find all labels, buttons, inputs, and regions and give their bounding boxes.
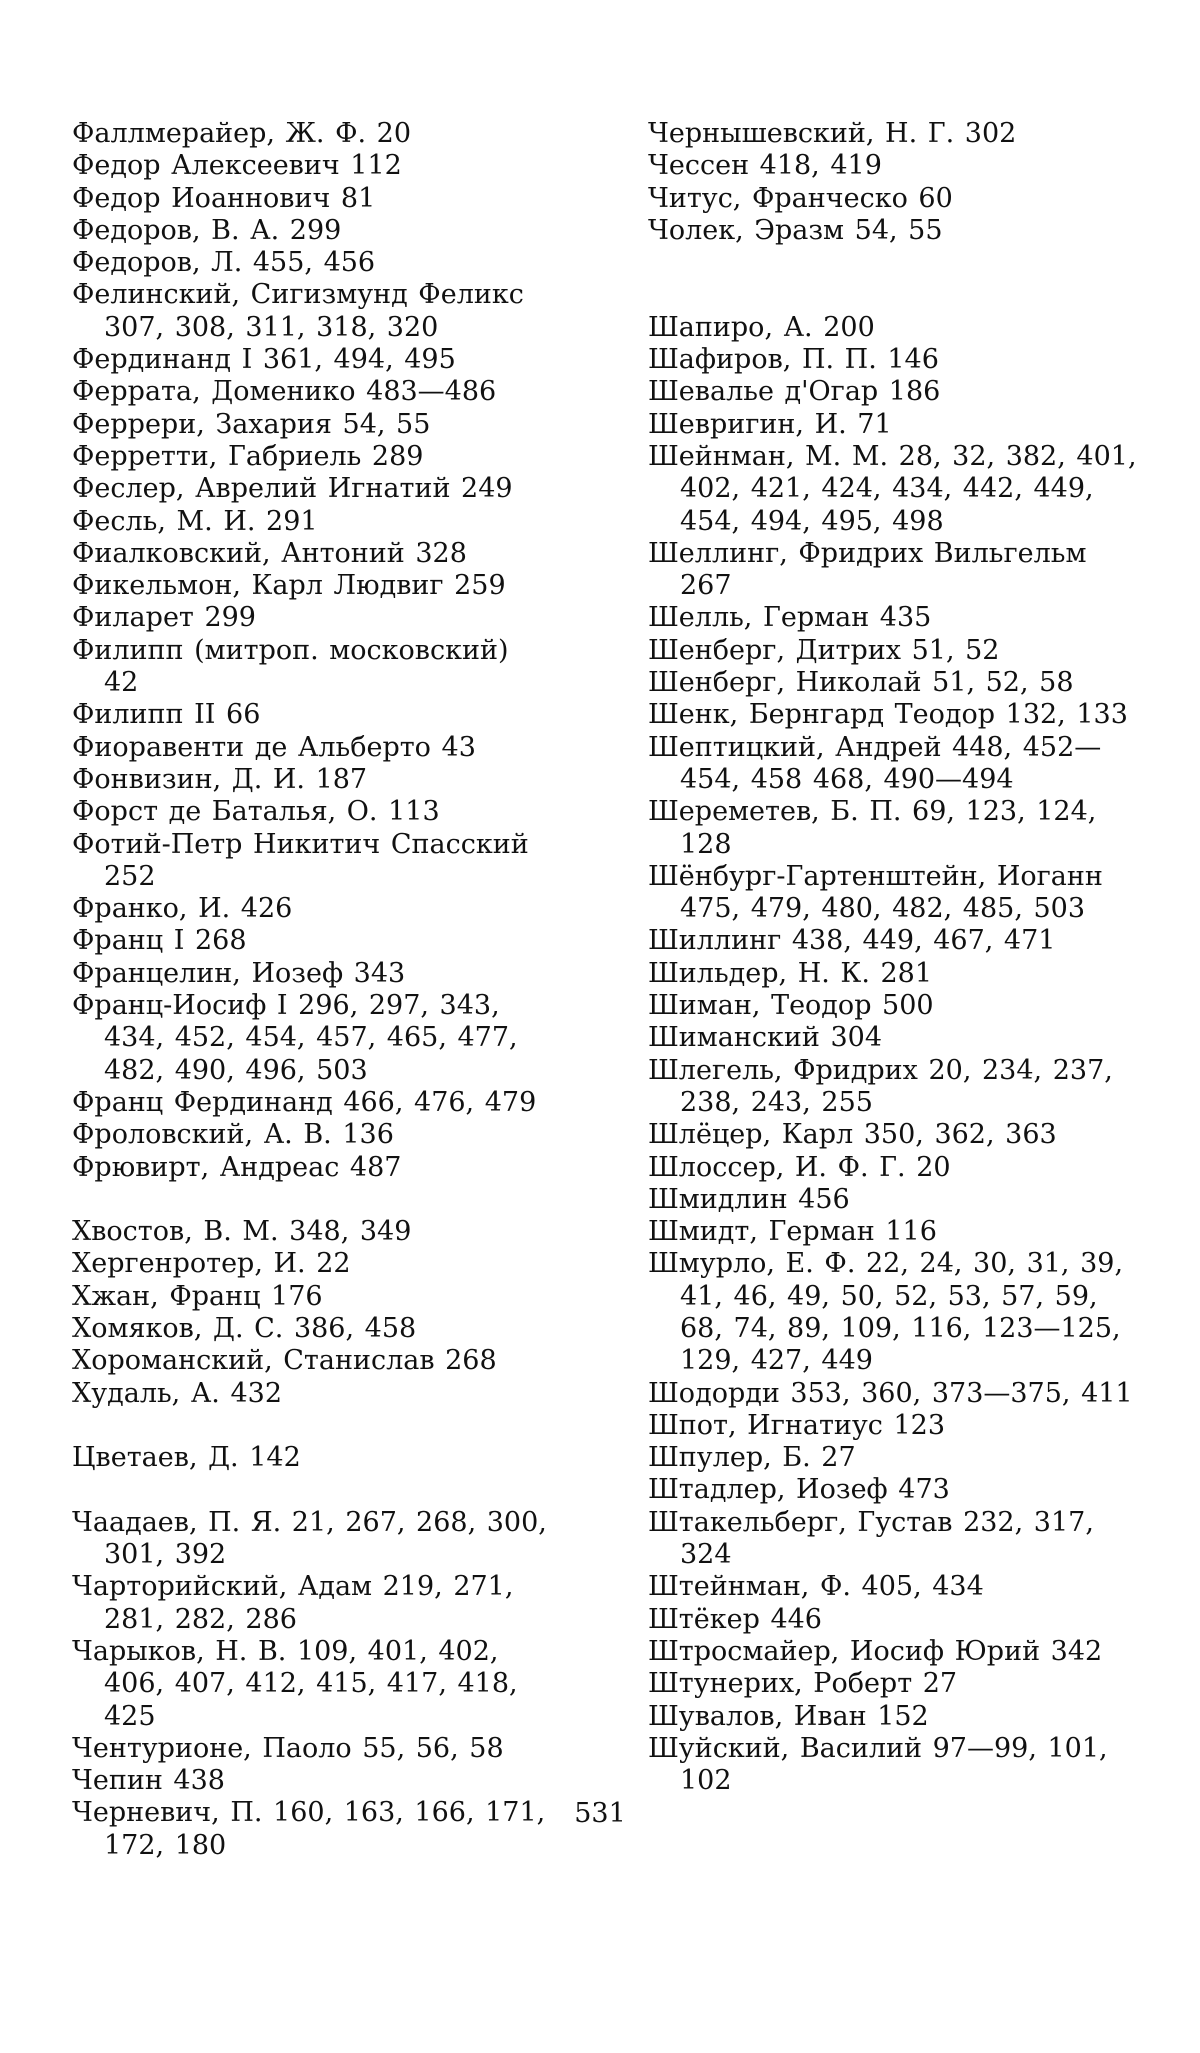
index-entry: Чаадаев, П. Я. 21, 267, 268, 300, 301, 392 <box>72 1506 547 1571</box>
index-entry: Федор Иоаннович 81 <box>72 182 376 214</box>
index-entry: Шевалье д'Огар 186 <box>648 376 941 408</box>
index-entry: Шмурло, Е. Ф. 22, 24, 30, 31, 39, 41, 46, 49, 50, 52, 53, 57, 59, 68, 74, 89, 109, 116, 123—125, 129, 427, 449 <box>648 1248 1124 1377</box>
index-entry: Фрювирт, Андреас 487 <box>72 1151 402 1183</box>
index-entry: Фиоравенти де Альберто 43 <box>72 731 476 763</box>
index-entry: Шлегель, Фридрих 20, 234, 237, 238, 243, 255 <box>648 1054 1113 1118</box>
index-entry: Штёкер 446 <box>648 1603 822 1635</box>
index-entry: Федоров, Л. 455, 456 <box>72 247 376 279</box>
index-entry: Филарет 299 <box>72 602 256 634</box>
index-entry: Шереметев, Б. П. 69, 123, 124, 128 <box>648 796 1097 860</box>
index-entry: Фиалковский, Антоний 328 <box>72 537 467 569</box>
index-entry: Франц Фердинанд 466, 476, 479 <box>72 1086 537 1118</box>
index-entry: Филипп II 66 <box>72 699 261 731</box>
index-entry: Шептицкий, Андрей 448, 452—454, 458 468, 490—494 <box>648 731 1102 795</box>
index-entry: Шодорди 353, 360, 373—375, 411 <box>648 1377 1133 1409</box>
section-gap <box>648 247 1138 312</box>
index-entry: Хергенротер, И. 22 <box>72 1248 351 1280</box>
index-entry: Шильдер, Н. К. 281 <box>648 957 933 989</box>
index-entry: Штадлер, Иозеф 473 <box>648 1474 950 1506</box>
page-number: 531 <box>574 1798 626 1829</box>
index-entry: Фесль, М. И. 291 <box>72 505 318 537</box>
index-entry: Чарторийский, Адам 219, 271, 281, 282, 286 <box>72 1571 514 1635</box>
index-entry: Франко, И. 426 <box>72 893 293 925</box>
index-entry: Чессен 418, 419 <box>648 150 882 182</box>
index-entry: Штросмайер, Иосиф Юрий 342 <box>648 1635 1103 1667</box>
index-entry: Форст де Баталья, О. 113 <box>72 796 440 828</box>
index-entry: Франц-Иосиф I 296, 297, 343, 434, 452, 454, 457, 465, 477, 482, 490, 496, 503 <box>72 990 518 1086</box>
index-entry: Шелль, Герман 435 <box>648 602 932 634</box>
index-entry: Черневич, П. 160, 163, 166, 171, 172, 180 <box>72 1797 546 1861</box>
index-entry: Хвостов, В. М. 348, 349 <box>72 1216 412 1248</box>
index-entry: Шевригин, И. 71 <box>648 408 892 440</box>
index-entry: Фикельмон, Карл Людвиг 259 <box>72 570 506 602</box>
index-entry: Феслер, Аврелий Игнатий 249 <box>72 473 513 505</box>
index-entry: Феррата, Доменико 483—486 <box>72 376 497 408</box>
index-entry: Шафиров, П. П. 146 <box>648 344 939 376</box>
index-entry: Шиманский 304 <box>648 1022 883 1054</box>
index-column-right <box>648 118 1138 1797</box>
index-entry: Францелин, Иозеф 343 <box>72 957 406 989</box>
index-entry: Фердинанд I 361, 494, 495 <box>72 344 456 376</box>
index-entry: Хжан, Франц 176 <box>72 1280 323 1312</box>
index-entry: Шиман, Теодор 500 <box>648 990 934 1022</box>
index-entry: Худаль, А. 432 <box>72 1377 282 1409</box>
index-entry: Штунерих, Роберт 27 <box>648 1668 958 1700</box>
index-entry: Шиллинг 438, 449, 467, 471 <box>648 925 1056 957</box>
index-entry: Шувалов, Иван 152 <box>648 1700 929 1732</box>
index-entry: Штакельберг, Густав 232, 317, 324 <box>648 1506 1094 1571</box>
index-entry: Цветаев, Д. 142 <box>72 1442 301 1474</box>
index-entry: Штейнман, Ф. 405, 434 <box>648 1571 984 1603</box>
section-gap <box>72 1184 552 1216</box>
index-entry: Шмидлин 456 <box>648 1183 850 1215</box>
index-entry: Читус, Франческо 60 <box>648 182 953 214</box>
index-entry: Фотий-Петр Никитич Спасский 252 <box>72 828 529 892</box>
index-entry: Федор Алексеевич 112 <box>72 150 402 182</box>
index-entry: Ферретти, Габриель 289 <box>72 440 424 472</box>
index-entry: Фелинский, Сигизмунд Феликс 307, 308, 311, 318, 320 <box>72 279 524 343</box>
index-entry: Феррери, Захария 54, 55 <box>72 408 431 440</box>
index-entry: Чолек, Эразм 54, 55 <box>648 214 943 246</box>
index-entry: Хомяков, Д. С. 386, 458 <box>72 1312 417 1344</box>
index-entry: Шенк, Бернгард Теодор 132, 133 <box>648 699 1128 731</box>
index-entry: Шпот, Игнатиус 123 <box>648 1409 946 1441</box>
index-entry: Чепин 438 <box>72 1765 225 1797</box>
index-entry: Шёнбург-Гартенштейн, Иоганн 475, 479, 480, 482, 485, 503 <box>648 860 1103 925</box>
index-entry: Чернышевский, Н. Г. 302 <box>648 118 1017 149</box>
index-column-left <box>72 118 552 1862</box>
index-entry: Хороманский, Станислав 268 <box>72 1345 497 1377</box>
index-entry: Шмидт, Герман 116 <box>648 1216 937 1248</box>
index-entry: Франц I 268 <box>72 925 247 957</box>
section-gap <box>72 1474 552 1506</box>
index-entry: Фроловский, А. В. 136 <box>72 1119 394 1151</box>
index-entry: Шейнман, М. М. 28, 32, 382, 401, 402, 421, 424, 434, 442, 449, 454, 494, 495, 498 <box>648 440 1137 537</box>
index-entry: Шенберг, Николай 51, 52, 58 <box>648 667 1074 699</box>
index-entry: Фонвизин, Д. И. 187 <box>72 763 368 795</box>
index-entry: Шлоссер, И. Ф. Г. 20 <box>648 1151 951 1183</box>
section-gap <box>72 1410 552 1442</box>
index-entry: Шлёцер, Карл 350, 362, 363 <box>648 1119 1057 1151</box>
index-entry: Шапиро, А. 200 <box>648 311 875 343</box>
index-entry: Филипп (митроп. московский) 42 <box>72 634 509 699</box>
index-entry: Шуйский, Василий 97—99, 101, 102 <box>648 1732 1108 1797</box>
index-entry: Шенберг, Дитрих 51, 52 <box>648 634 1000 666</box>
index-entry: Чентурионе, Паоло 55, 56, 58 <box>72 1732 504 1764</box>
index-entry: Шеллинг, Фридрих Вильгельм 267 <box>648 537 1087 602</box>
index-entry: Фаллмерайер, Ж. Ф. 20 <box>72 118 412 149</box>
index-entry: Шпулер, Б. 27 <box>648 1442 856 1474</box>
index-entry: Чарыков, Н. В. 109, 401, 402, 406, 407, 412, 415, 417, 418, 425 <box>72 1635 518 1732</box>
index-entry: Федоров, В. А. 299 <box>72 214 342 246</box>
